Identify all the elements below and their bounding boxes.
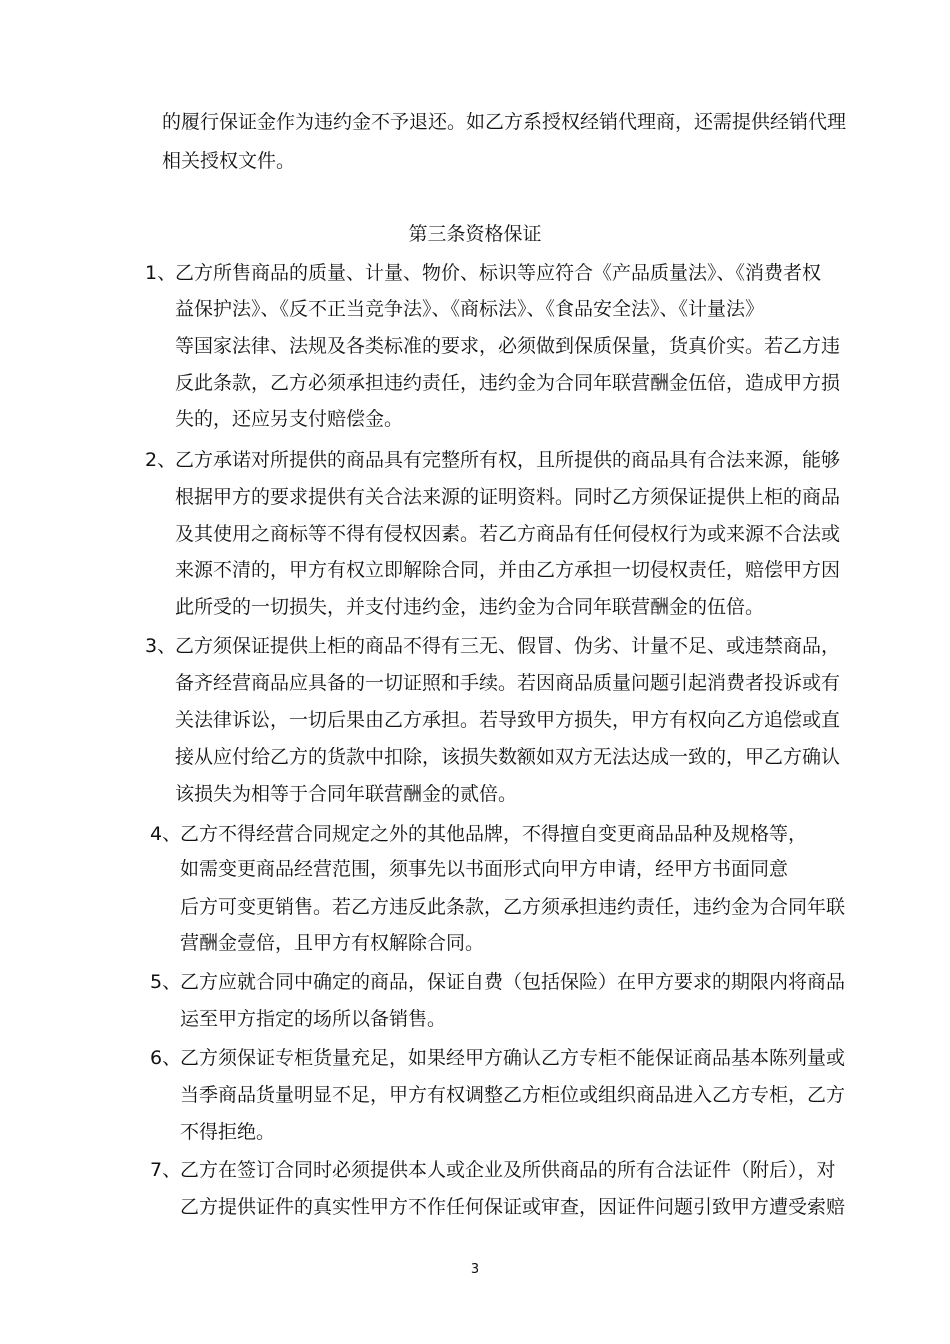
item-line: 来源不清的，甲方有权立即解除合同，并由乙方承担一切侵权责任，赔偿甲方因 bbox=[175, 559, 841, 581]
item-line: 益保护法》、《反不正当竞争法》、《商标法》、《食品安全法》、《计量法》 bbox=[175, 298, 765, 320]
item-line: 根据甲方的要求提供有关合法来源的证明资料。同时乙方须保证提供上柜的商品 bbox=[175, 486, 841, 508]
item-line: 运至甲方指定的场所以备销售。 bbox=[180, 1008, 447, 1030]
item-line: 如需变更商品经营范围，须事先以书面形式向甲方申请，经甲方书面同意 bbox=[180, 858, 789, 880]
item-line: 乙方须保证专柜货量充足，如果经甲方确认乙方专柜不能保证商品基本陈列量或 bbox=[180, 1047, 846, 1069]
item-line: 乙方须保证提供上柜的商品不得有三无、假冒、伪劣、计量不足、或违禁商品， bbox=[175, 635, 841, 657]
item-line: 失的，还应另支付赔偿金。 bbox=[175, 408, 404, 430]
item-line: 接从应付给乙方的货款中扣除，该损失数额如双方无法达成一致的，甲乙方确认 bbox=[175, 746, 841, 768]
item-line: 备齐经营商品应具备的一切证照和手续。若因商品质量问题引起消费者投诉或有 bbox=[175, 672, 841, 694]
item-line: 及其使用之商标等不得有侵权因素。若乙方商品有任何侵权行为或来源不合法或 bbox=[175, 523, 841, 545]
item-number: 6、 bbox=[150, 1047, 182, 1069]
item-line: 等国家法律、法规及各类标准的要求，必须做到保质保量，货真价实。若乙方违 bbox=[175, 335, 841, 357]
item-line: 该损失为相等于合同年联营酬金的贰倍。 bbox=[175, 783, 518, 805]
item-line: 此所受的一切损失，并支付违约金，违约金为合同年联营酬金的伍倍。 bbox=[175, 596, 765, 618]
item-line: 乙方在签订合同时必须提供本人或企业及所供商品的所有合法证件（附后），对 bbox=[180, 1159, 836, 1181]
item-line: 后方可变更销售。若乙方违反此条款，乙方须承担违约责任，违约金为合同年联 bbox=[180, 896, 846, 918]
item-line: 当季商品货量明显不足，甲方有权调整乙方柜位或组织商品进入乙方专柜，乙方 bbox=[180, 1084, 846, 1106]
item-number: 7、 bbox=[150, 1159, 182, 1181]
item-number: 5、 bbox=[150, 971, 182, 993]
item-line: 关法律诉讼，一切后果由乙方承担。若导致甲方损失，甲方有权向乙方追偿或直 bbox=[175, 709, 841, 731]
item-line: 乙方所售商品的质量、计量、物价、标识等应符合《产品质量法》、《消费者权 bbox=[175, 262, 822, 284]
item-line: 反此条款，乙方必须承担违约责任，违约金为合同年联营酬金伍倍，造成甲方损 bbox=[175, 372, 841, 394]
item-line: 乙方不得经营合同规定之外的其他品牌，不得擅自变更商品品种及规格等， bbox=[180, 823, 808, 845]
page-number: 3 bbox=[470, 1262, 480, 1277]
item-number: 2、 bbox=[145, 449, 177, 471]
item-line: 营酬金壹倍，且甲方有权解除合同。 bbox=[180, 932, 485, 954]
item-number: 4、 bbox=[150, 823, 182, 845]
intro-line-1: 的履行保证金作为违约金不予退还。如乙方系授权经销代理商，还需提供经销代理 bbox=[162, 111, 847, 133]
item-number: 3、 bbox=[145, 635, 177, 657]
section-heading: 第三条资格保证 bbox=[408, 223, 542, 245]
item-line: 不得拒绝。 bbox=[180, 1121, 276, 1143]
item-number: 1、 bbox=[145, 262, 177, 284]
item-line: 乙方应就合同中确定的商品，保证自费（包括保险）在甲方要求的期限内将商品 bbox=[180, 971, 846, 993]
item-line: 乙方承诺对所提供的商品具有完整所有权，且所提供的商品具有合法来源，能够 bbox=[175, 449, 841, 471]
item-line: 乙方提供证件的真实性甲方不作任何保证或审查，因证件问题引致甲方遭受索赔 bbox=[180, 1196, 846, 1218]
intro-line-2: 相关授权文件。 bbox=[162, 150, 296, 172]
